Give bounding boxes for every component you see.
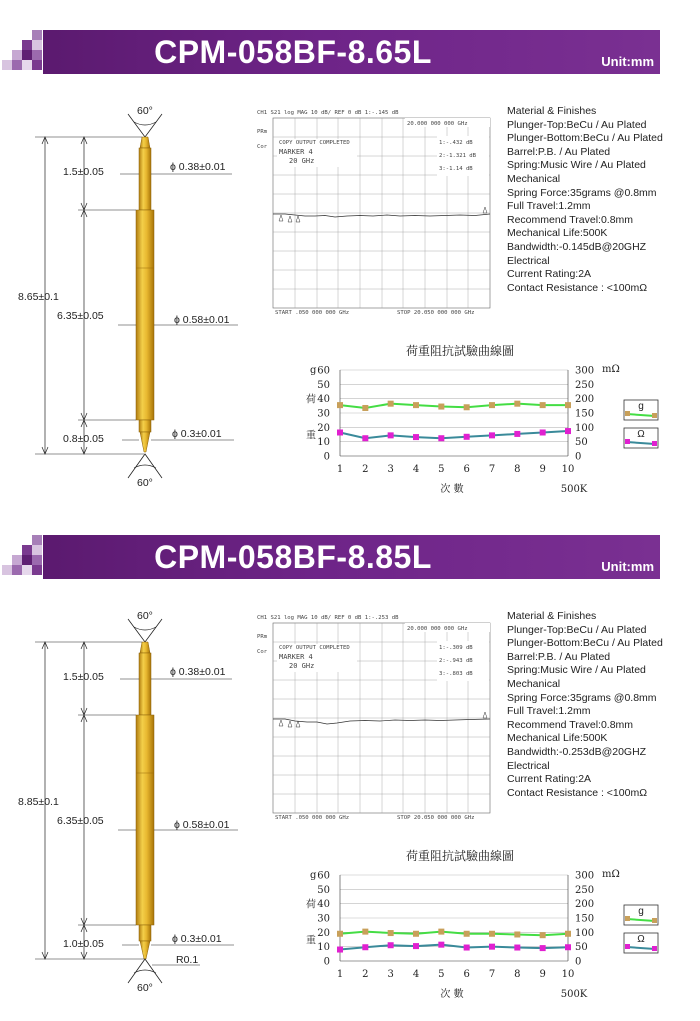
x-tick: 3 — [387, 464, 394, 475]
title-banner — [43, 30, 660, 74]
spec-item: Mechanical Life:500K — [507, 732, 608, 745]
x-tick: 3 — [387, 969, 394, 980]
product-section-1 — [0, 0, 700, 505]
legend-load-label: g — [638, 401, 644, 412]
spec-item: Spring:Music Wire / Au Plated — [507, 664, 646, 677]
vna-trace — [273, 719, 490, 724]
vna-stop: STOP 20.050 000 000 GHz — [397, 815, 475, 821]
series-line-load — [340, 404, 568, 408]
spec-item: Mechanical Life:500K — [507, 227, 608, 240]
vna-plot — [255, 611, 495, 821]
y-unit-left: g — [310, 365, 317, 376]
barrel-diameter-label: ϕ 0.58±0.01 — [174, 314, 230, 326]
data-point — [413, 402, 419, 408]
data-point — [388, 432, 394, 438]
x-tick: 2 — [362, 969, 369, 980]
spec-heading-material: Material & Finishes — [507, 610, 597, 622]
vna-trace — [273, 214, 490, 217]
vna-marker-3: 3:-1.14 dB — [439, 166, 473, 172]
vna-marker-1: 1:-.309 dB — [439, 645, 473, 651]
data-point — [362, 405, 368, 411]
total-length-label: 8.85±0.1 — [18, 796, 59, 808]
vna-marker-freq: 20 GHz — [289, 662, 315, 670]
data-point — [540, 945, 546, 951]
y-tick-right: 150 — [575, 913, 595, 925]
spec-item: Recommend Travel:0.8mm — [507, 718, 634, 731]
y-tick-left: 10 — [317, 437, 330, 449]
legend-resistance-marker — [625, 944, 630, 949]
y-tick-right: 150 — [575, 408, 595, 420]
data-point — [565, 944, 571, 950]
load-resistance-chart — [290, 342, 690, 502]
y-tick-right: 0 — [575, 956, 582, 968]
y-tick-left: 10 — [317, 942, 330, 954]
spec-item: Spring Force:35grams @0.8mm — [507, 186, 657, 199]
data-point — [438, 942, 444, 948]
vna-freq: 20.000 000 000 GHz — [407, 626, 468, 632]
vna-status: COPY OUTPUT COMPLETED — [279, 645, 350, 651]
mosaic-logo — [2, 30, 42, 74]
vna-label-prm: PRm — [257, 129, 268, 135]
bottom-angle-label: 60° — [137, 477, 153, 489]
vna-marker-title: MARKER 4 — [279, 653, 313, 661]
x-tick: 7 — [488, 464, 496, 475]
top-tip-length-label: 1.5±0.05 — [63, 671, 104, 683]
x-tick: 1 — [336, 969, 344, 980]
data-point — [438, 929, 444, 935]
spec-heading-electrical: Electrical — [507, 254, 550, 267]
spec-heading-electrical: Electrical — [507, 759, 550, 772]
barrel-diameter-label: ϕ 0.58±0.01 — [174, 819, 230, 831]
y-tick-right: 300 — [575, 365, 595, 377]
data-point — [489, 944, 495, 950]
spec-item: Plunger-Bottom:BeCu / Au Plated — [507, 132, 663, 145]
y-tick-left: 30 — [317, 913, 330, 925]
barrel-length-label: 6.35±0.05 — [57, 815, 104, 827]
x-tick: 7 — [488, 969, 496, 980]
y-tick-left: 30 — [317, 408, 330, 420]
bottom-angle-label: 60° — [137, 982, 153, 994]
vna-label-prm: PRm — [257, 634, 268, 640]
spec-item: Plunger-Bottom:BeCu / Au Plated — [507, 637, 663, 650]
legend-load-marker — [652, 918, 657, 923]
product-title: CPM-058BF-8.85L — [154, 539, 432, 575]
y-axis-label: 荷 — [306, 394, 316, 406]
vna-marker-2: 2:-.943 dB — [439, 658, 473, 664]
y-tick-right: 300 — [575, 870, 595, 882]
x-axis-label: 次 數 — [440, 484, 464, 495]
spec-list — [507, 105, 697, 295]
data-point — [388, 401, 394, 407]
bottom-diameter-label: ϕ 0.3±0.01 — [172, 428, 222, 440]
x-tick: 6 — [463, 464, 470, 475]
x-tick: 5 — [438, 464, 445, 475]
y-tick-left: 40 — [317, 899, 330, 911]
y-axis-label: 荷 — [306, 899, 316, 911]
y-tick-right: 200 — [575, 899, 595, 911]
series-line-resistance — [340, 431, 568, 438]
y-tick-left: 60 — [317, 870, 330, 882]
y-tick-right: 250 — [575, 379, 595, 391]
data-point — [464, 945, 470, 951]
vna-marker-3: 3:-.803 dB — [439, 671, 473, 677]
chart-title: 荷重阻抗試驗曲線圖 — [405, 344, 514, 358]
data-point — [337, 947, 343, 953]
data-point — [514, 945, 520, 951]
y-tick-left: 0 — [323, 451, 330, 463]
y-tick-left: 0 — [323, 956, 330, 968]
data-point — [362, 929, 368, 935]
spec-list — [507, 610, 697, 800]
spec-heading-material: Material & Finishes — [507, 105, 597, 117]
vna-header: CH1 S21 log MAG 10 dB/ REF 0 dB 1:-.145 dB — [257, 110, 399, 116]
y-tick-left: 60 — [317, 365, 330, 377]
data-point — [337, 931, 343, 937]
x-tick: 1 — [336, 464, 344, 475]
data-point — [514, 931, 520, 937]
legend-resistance-label: Ω — [637, 429, 645, 440]
data-point — [337, 402, 343, 408]
x-tick: 8 — [514, 969, 521, 980]
data-point — [464, 931, 470, 937]
spec-item: Full Travel:1.2mm — [507, 705, 591, 718]
vna-marker-1: 1:-.432 dB — [439, 140, 473, 146]
spec-item: Plunger-Top:BeCu / Au Plated — [507, 118, 647, 131]
vna-marker-freq: 20 GHz — [289, 157, 315, 165]
data-point — [489, 931, 495, 937]
y-tick-right: 50 — [575, 437, 588, 449]
data-point — [413, 931, 419, 937]
x-axis-end-label: 500K — [560, 484, 588, 495]
x-tick: 6 — [463, 969, 470, 980]
y-tick-left: 20 — [317, 422, 330, 434]
spec-item: Current Rating:2A — [507, 268, 592, 281]
legend-load-marker — [652, 413, 657, 418]
data-point — [489, 432, 495, 438]
spec-item: Spring:Music Wire / Au Plated — [507, 159, 646, 172]
barrel-length-label: 6.35±0.05 — [57, 310, 104, 322]
product-title: CPM-058BF-8.65L — [154, 34, 432, 70]
spec-item: Full Travel:1.2mm — [507, 200, 591, 213]
y-tick-right: 50 — [575, 942, 588, 954]
spec-item: Contact Resistance : <100mΩ — [507, 786, 648, 799]
y-axis-label: 重 — [306, 935, 316, 947]
pin-dimension-drawing — [0, 100, 250, 500]
y-tick-right: 0 — [575, 451, 582, 463]
spec-item: Contact Resistance : <100mΩ — [507, 281, 648, 294]
bottom-diameter-label: ϕ 0.3±0.01 — [172, 933, 222, 945]
data-point — [413, 434, 419, 440]
data-point — [565, 402, 571, 408]
data-point — [362, 944, 368, 950]
x-axis-end-label: 500K — [560, 989, 588, 1000]
bottom-tip-length-label: 0.8±0.05 — [63, 433, 104, 445]
data-point — [413, 943, 419, 949]
vna-label-cor: Cor — [257, 649, 268, 655]
spec-item: Spring Force:35grams @0.8mm — [507, 691, 657, 704]
legend-load-marker — [625, 916, 630, 921]
vna-header: CH1 S21 log MAG 10 dB/ REF 0 dB 1:-.253 dB — [257, 615, 399, 621]
top-diameter-label: ϕ 0.38±0.01 — [170, 666, 226, 678]
y-tick-left: 20 — [317, 927, 330, 939]
x-tick: 5 — [438, 969, 445, 980]
y-axis-label: 重 — [306, 430, 316, 442]
title-banner — [43, 535, 660, 579]
y-unit-right: mΩ — [602, 364, 620, 375]
load-resistance-chart — [290, 847, 690, 1007]
x-tick: 4 — [412, 464, 420, 475]
data-point — [362, 435, 368, 441]
y-unit-left: g — [310, 870, 317, 881]
vna-stop: STOP 20.050 000 000 GHz — [397, 310, 475, 316]
series-line-resistance — [340, 945, 568, 950]
legend-load-marker — [625, 411, 630, 416]
spec-item: Bandwidth:-0.253dB@20GHZ — [507, 745, 647, 758]
data-point — [514, 401, 520, 407]
y-tick-left: 50 — [317, 379, 330, 391]
legend-resistance-marker — [625, 439, 630, 444]
x-tick: 10 — [561, 969, 575, 980]
data-point — [464, 434, 470, 440]
vna-status: COPY OUTPUT COMPLETED — [279, 140, 350, 146]
data-point — [464, 404, 470, 410]
spec-heading-mechanical: Mechanical — [507, 172, 561, 185]
data-point — [489, 402, 495, 408]
x-tick: 9 — [539, 464, 546, 475]
spec-item: Recommend Travel:0.8mm — [507, 213, 634, 226]
vna-plot — [255, 106, 495, 316]
product-section-2 — [0, 505, 700, 1010]
vna-label-cor: Cor — [257, 144, 268, 150]
legend-resistance-label: Ω — [637, 934, 645, 945]
legend-load-label: g — [638, 906, 644, 917]
spec-item: Plunger-Top:BeCu / Au Plated — [507, 623, 647, 636]
data-point — [514, 431, 520, 437]
y-tick-right: 100 — [575, 927, 595, 939]
data-point — [565, 428, 571, 434]
vna-freq: 20.000 000 000 GHz — [407, 121, 468, 127]
spec-item: Current Rating:2A — [507, 773, 592, 786]
vna-marker-title: MARKER 4 — [279, 148, 313, 156]
x-tick: 10 — [561, 464, 575, 475]
spec-item: Barrel:P.B. / Au Plated — [507, 145, 611, 158]
data-point — [438, 435, 444, 441]
bottom-tip-length-label: 1.0±0.05 — [63, 938, 104, 950]
top-diameter-label: ϕ 0.38±0.01 — [170, 161, 226, 173]
y-tick-right: 100 — [575, 422, 595, 434]
spec-item: Bandwidth:-0.145dB@20GHZ — [507, 240, 647, 253]
x-tick: 4 — [412, 969, 420, 980]
unit-label: Unit:mm — [601, 54, 654, 69]
chart-title: 荷重阻抗試驗曲線圖 — [405, 849, 514, 863]
y-tick-left: 40 — [317, 394, 330, 406]
mosaic-logo — [2, 535, 42, 579]
legend-resistance-marker — [652, 946, 657, 951]
legend-resistance-marker — [652, 441, 657, 446]
unit-label: Unit:mm — [601, 559, 654, 574]
vna-start: START .050 000 000 GHz — [275, 310, 350, 316]
data-point — [540, 932, 546, 938]
data-point — [337, 429, 343, 435]
x-tick: 8 — [514, 464, 521, 475]
x-tick: 9 — [539, 969, 546, 980]
data-point — [540, 429, 546, 435]
x-axis-label: 次 數 — [440, 989, 464, 1000]
spec-item: Barrel:P.B. / Au Plated — [507, 650, 611, 663]
y-tick-right: 250 — [575, 884, 595, 896]
y-tick-right: 200 — [575, 394, 595, 406]
data-point — [565, 931, 571, 937]
data-point — [388, 930, 394, 936]
pin-dimension-drawing — [0, 605, 250, 1005]
x-tick: 2 — [362, 464, 369, 475]
top-angle-label: 60° — [137, 105, 153, 117]
spec-heading-mechanical: Mechanical — [507, 677, 561, 690]
tip-radius-label: R0.1 — [176, 954, 199, 966]
vna-marker-2: 2:-1.321 dB — [439, 153, 477, 159]
data-point — [438, 404, 444, 410]
data-point — [388, 942, 394, 948]
data-point — [540, 402, 546, 408]
top-angle-label: 60° — [137, 610, 153, 622]
total-length-label: 8.65±0.1 — [18, 291, 59, 303]
top-tip-length-label: 1.5±0.05 — [63, 166, 104, 178]
y-unit-right: mΩ — [602, 869, 620, 880]
vna-start: START .050 000 000 GHz — [275, 815, 350, 821]
y-tick-left: 50 — [317, 884, 330, 896]
